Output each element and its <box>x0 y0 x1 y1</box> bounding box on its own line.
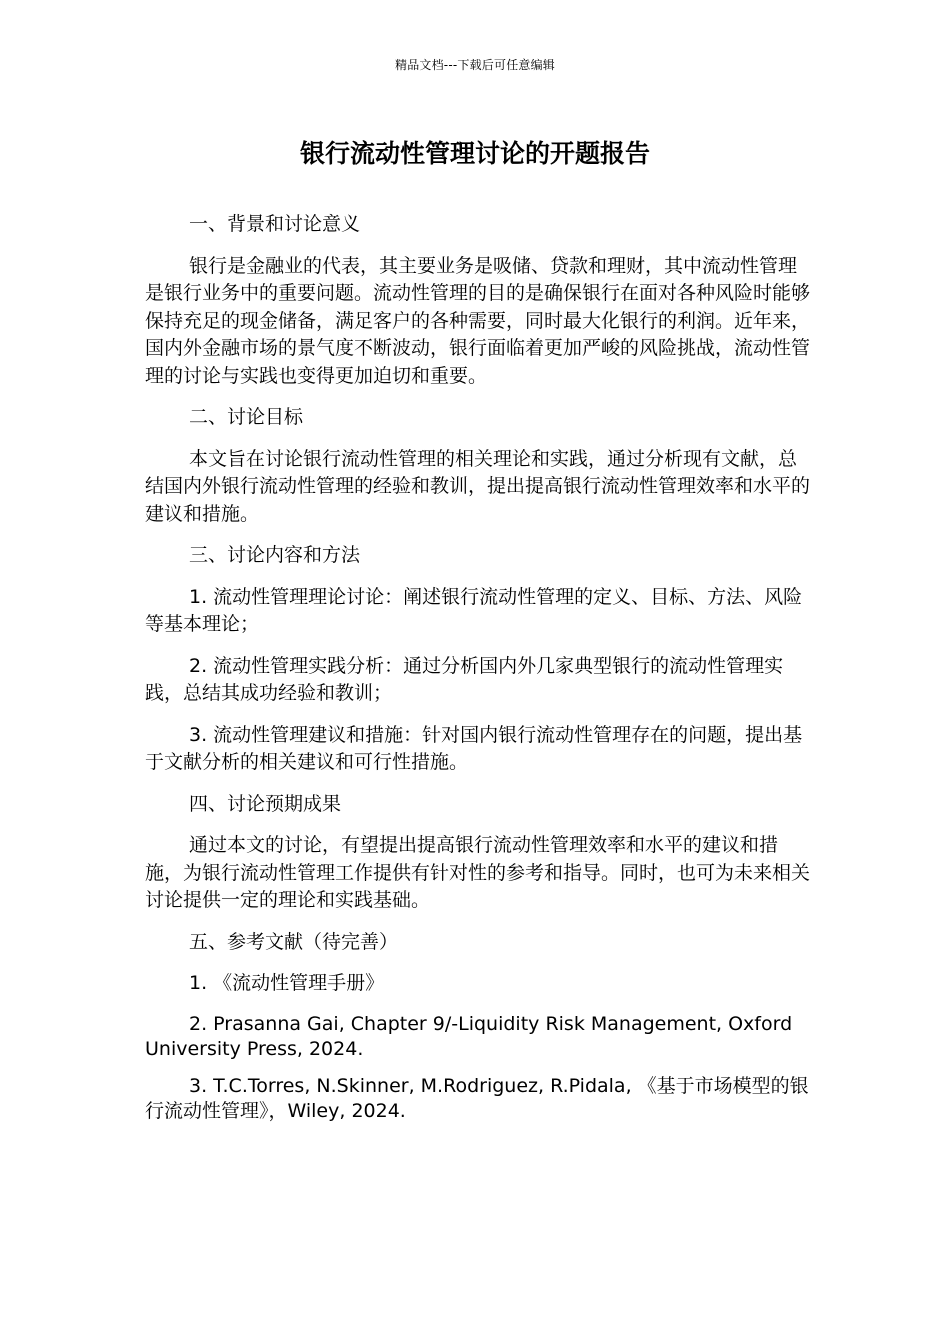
paragraph-objectives: 本文旨在讨论银行流动性管理的相关理论和实践，通过分析现有文献，总结国内外银行流动性管理的经验和教训，提出提高银行流动性管理效率和水平的建议和措施。 <box>145 447 811 525</box>
paragraph-expected-results: 通过本文的讨论，有望提出提高银行流动性管理效率和水平的建议和措施，为银行流动性管理工作提供有针对性的参考和指导。同时，也可为未来相关讨论提供一定的理论和实践基础。 <box>145 834 811 911</box>
page-header: 精品文档---下载后可任意编辑 <box>395 58 555 72</box>
section-heading-background: 一、背景和讨论意义 <box>189 213 361 235</box>
reference-item: 3. T.C.Torres, N.Skinner, M.Rodriguez, R.Pidala, 《基于市场模型的银行流动性管理》，Wiley, 2024. <box>145 1074 809 1122</box>
document-body <box>145 211 813 1136</box>
reference-item: 1. 《流动性管理手册》 <box>189 972 385 994</box>
paragraph-background: 银行是金融业的代表，其主要业务是吸储、贷款和理财，其中流动性管理是银行业务中的重要问题。流动性管理的目的是确保银行在面对各种风险时能够保持充足的现金储备，满足客户的各种需要，同时最大化银行的利润。近年来，国内外金融市场的景气度不断波动，银行面临着更加严峻的风险挑战，流动性管理的讨论与实践也变得更加迫切和重要。 <box>145 254 811 387</box>
reference-item: 2. Prasanna Gai, Chapter 9/-Liquidity Risk Management, Oxford University Press, 2024. <box>145 1012 793 1060</box>
list-item-suggestions: 3. 流动性管理建议和措施：针对国内银行流动性管理存在的问题，提出基于文献分析的相关建议和可行性措施。 <box>145 723 803 773</box>
document-title: 银行流动性管理讨论的开题报告 <box>299 139 650 168</box>
list-item-practice: 2. 流动性管理实践分析：通过分析国内外几家典型银行的流动性管理实践，总结其成功经验和教训； <box>145 654 784 704</box>
section-heading-expected-results: 四、讨论预期成果 <box>189 792 342 815</box>
section-heading-content-methods: 三、讨论内容和方法 <box>189 544 361 566</box>
section-heading-objectives: 二、讨论目标 <box>189 406 304 428</box>
list-item-theory: 1. 流动性管理理论讨论：阐述银行流动性管理的定义、目标、方法、风险等基本理论； <box>145 585 803 635</box>
section-heading-references: 五、参考文献（待完善） <box>189 930 399 953</box>
